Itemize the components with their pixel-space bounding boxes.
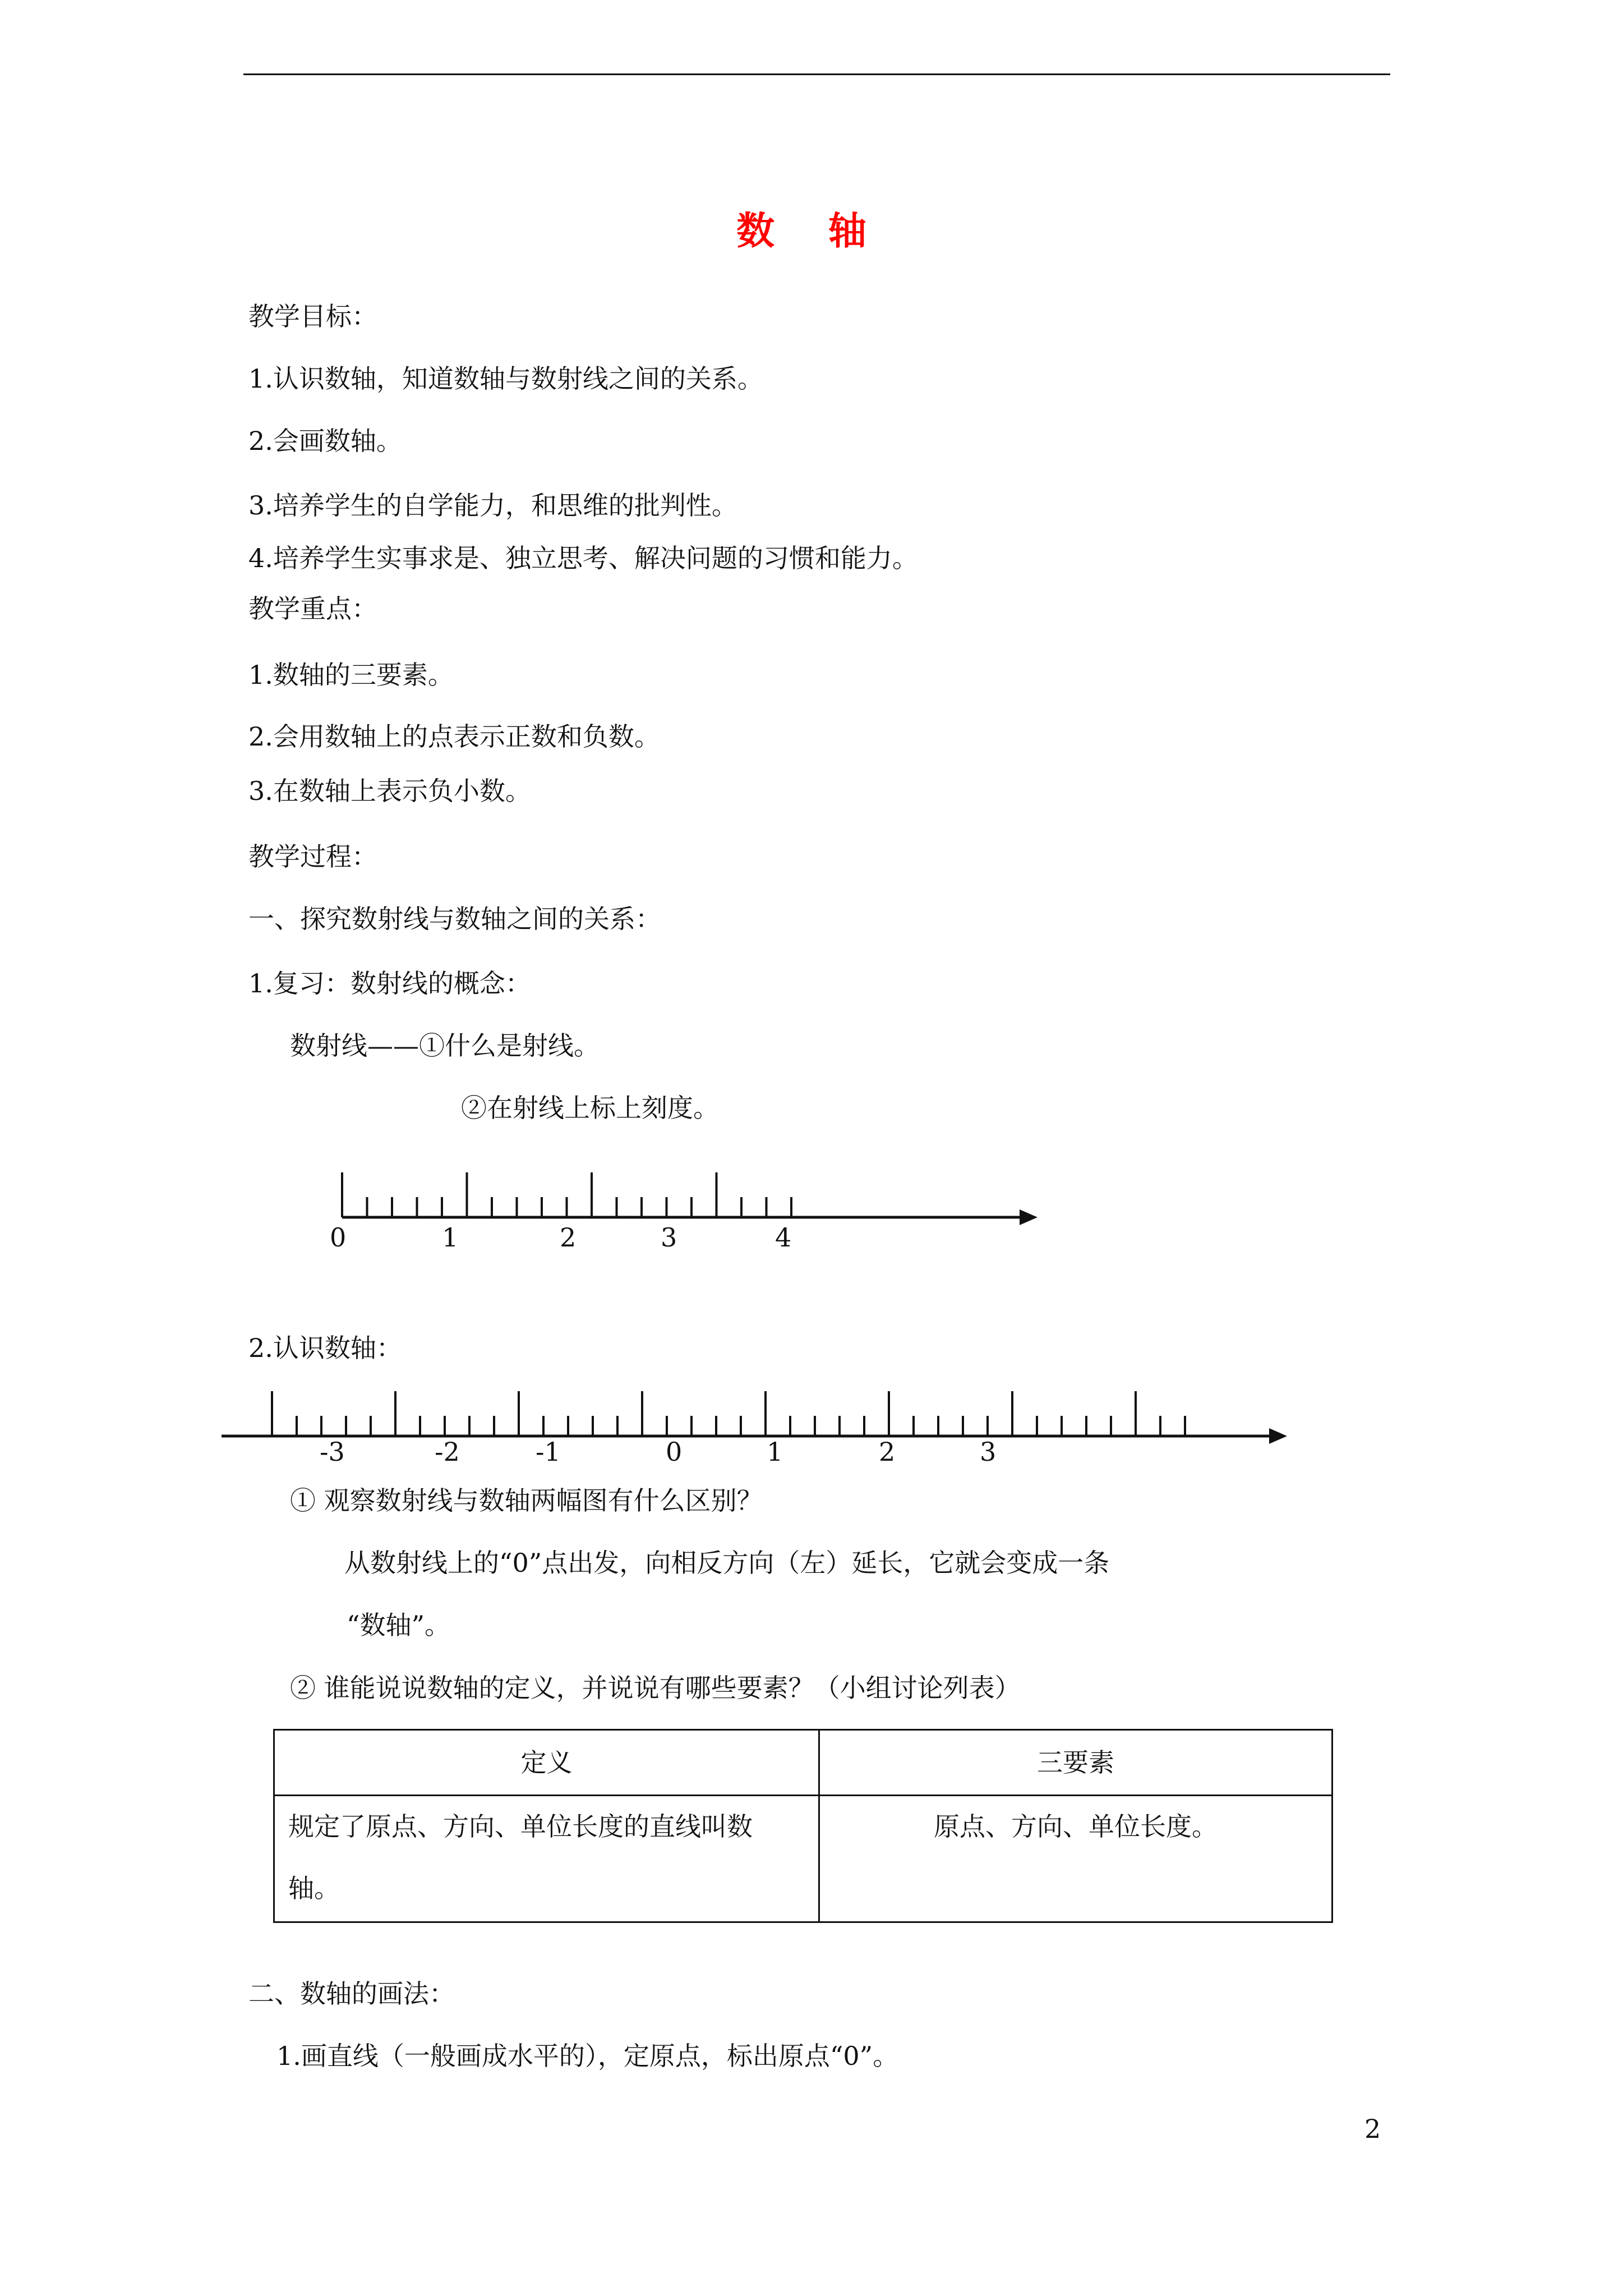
table-header-definition: 定义 <box>520 1747 573 1778</box>
table-cell-elements: 原点、方向、单位长度。 <box>934 1811 1218 1842</box>
ray-label-1: 1 <box>442 1222 459 1253</box>
axis-arrowhead <box>1269 1428 1287 1444</box>
number-axis-figure <box>219 1374 1295 1453</box>
key-points-heading: 教学重点： <box>248 593 377 624</box>
goals-heading: 教学目标： <box>248 301 377 332</box>
process-heading: 教学过程： <box>248 841 377 872</box>
answer-1-line-1: 从数射线上的“0”点出发，向相反方向（左）延长，它就会变成一条 <box>344 1548 1110 1578</box>
axis-heading: 2.认识数轴： <box>248 1333 402 1363</box>
goal-item-4: 4.培养学生实事求是、独立思考、解决问题的习惯和能力。 <box>248 543 918 573</box>
ray-label-4: 4 <box>775 1222 792 1253</box>
ray-ticks <box>342 1172 791 1217</box>
ray-definition-2: ②在射线上标上刻度。 <box>461 1093 719 1123</box>
axis-label-minus-1: -1 <box>536 1437 561 1467</box>
definition-table <box>273 1729 1333 1923</box>
section-1-heading: 一、探究数射线与数轴之间的关系： <box>248 904 661 934</box>
review-line: 1.复习：数射线的概念： <box>248 968 531 999</box>
goal-item-2: 2.会画数轴。 <box>248 426 402 456</box>
axis-label-0: 0 <box>666 1437 683 1467</box>
section-2-heading: 二、数轴的画法： <box>248 1978 455 2009</box>
page-title: 数 轴 <box>736 209 887 254</box>
table-cell-definition-line-2: 轴。 <box>288 1873 340 1903</box>
ray-arrowhead <box>1020 1209 1038 1225</box>
axis-label-minus-2: -2 <box>435 1437 460 1467</box>
key-point-item-1: 1.数轴的三要素。 <box>248 660 454 690</box>
key-point-item-3: 3.在数轴上表示负小数。 <box>248 776 531 806</box>
ray-label-0: 0 <box>330 1222 347 1253</box>
page-number: 2 <box>1364 2114 1381 2144</box>
key-point-item-2: 2.会用数轴上的点表示正数和负数。 <box>248 721 660 752</box>
answer-1-line-2: “数轴”。 <box>347 1610 451 1640</box>
ray-definition-1: 数射线——①什么是射线。 <box>290 1030 600 1061</box>
ray-label-2: 2 <box>560 1222 577 1253</box>
question-2: ② 谁能说说数轴的定义，并说说有哪些要素？（小组讨论列表） <box>290 1673 1021 1703</box>
table-header-elements: 三要素 <box>1037 1747 1114 1778</box>
goal-item-1: 1.认识数轴，知道数轴与数射线之间的关系。 <box>248 364 763 394</box>
goal-item-3: 3.培养学生的自学能力，和思维的批判性。 <box>248 490 737 521</box>
drawing-step-1: 1.画直线（一般画成水平的），定原点，标出原点“0”。 <box>276 2041 899 2071</box>
header-rule <box>243 73 1390 75</box>
table-row-divider <box>275 1795 1331 1796</box>
question-1: ① 观察数射线与数轴两幅图有什么区别？ <box>290 1485 763 1516</box>
axis-label-minus-3: -3 <box>320 1437 345 1467</box>
axis-label-3: 3 <box>980 1437 997 1467</box>
axis-label-1: 1 <box>767 1437 783 1467</box>
table-cell-definition-line-1: 规定了原点、方向、单位长度的直线叫数 <box>288 1811 753 1842</box>
axis-label-2: 2 <box>879 1437 896 1467</box>
ray-label-3: 3 <box>661 1222 677 1253</box>
axis-ticks <box>272 1391 1185 1436</box>
